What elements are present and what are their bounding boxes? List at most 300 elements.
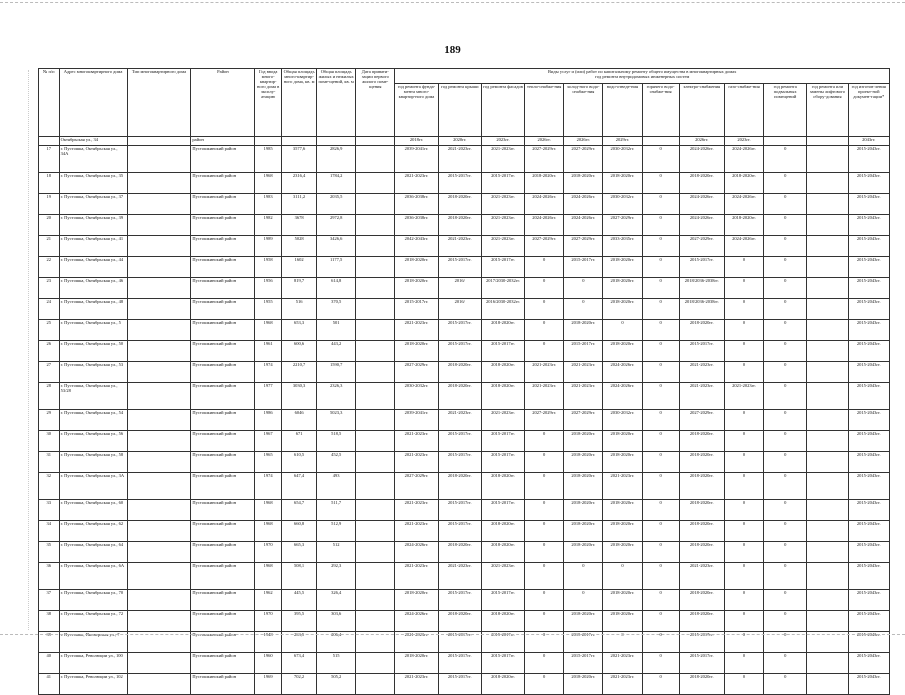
cell-cold-water: 2027-2029гг. <box>564 146 603 173</box>
cell-district: Пустошкинский район <box>191 383 255 410</box>
cell-roof: 2021-2023гг. <box>438 236 481 257</box>
cell-year: 1985 <box>255 146 282 173</box>
header-row-1 <box>39 69 890 84</box>
cell-year: 1969 <box>255 674 282 695</box>
cell-electric: 2018-2020гг. <box>679 320 724 341</box>
cell-foundation: 2021-2023гг. <box>395 431 438 452</box>
cell-address: г. Пустошка, Октябрьская ул., 72 <box>59 611 127 632</box>
table-row <box>39 236 890 257</box>
cell-year: 1960 <box>255 653 282 674</box>
table-row <box>39 257 890 278</box>
cell-living-area: 2826,9 <box>317 146 356 173</box>
cell-sewer: 2018-2020гг. <box>603 542 642 563</box>
cell-electric: 2027-2029гг. <box>679 410 724 431</box>
cell-address: г. Пустошка, Октябрьская ул., 39 <box>59 215 127 236</box>
cell-cold-water: 2027-2029гг. <box>564 410 603 431</box>
cell-docs: 2015-2043гг. <box>848 500 890 521</box>
cell-docs: 2015-2043гг. <box>848 473 890 500</box>
cell-hot-water: 0 <box>642 452 679 473</box>
cell-heat: 0 <box>525 473 564 500</box>
cell-district: Пустошкинский район <box>191 257 255 278</box>
cell-lift <box>807 257 848 278</box>
cell-cold-water: 0 <box>564 563 603 590</box>
cell-district: Пустошкинский район <box>191 611 255 632</box>
cell-cold-water: 2024-2026гг. <box>564 215 603 236</box>
cell-total-area: 702,2 <box>282 674 317 695</box>
cell-hot-water: 0 <box>642 410 679 431</box>
cell-docs: 2015-2043гг. <box>848 173 890 194</box>
cell-year: 1974 <box>255 473 282 500</box>
cell-facade: 2018-2020гг. <box>481 611 524 632</box>
cell-sewer: 2018-2020гг. <box>603 521 642 542</box>
cell-district: Пустошкинский район <box>191 362 255 383</box>
cell-electric: 2018-2020гг. <box>679 431 724 452</box>
cell-basement: 0 <box>764 362 807 383</box>
cell-privatization <box>356 341 395 362</box>
bottom-scan-border <box>0 634 905 635</box>
cell-district: Пустошкинский район <box>191 542 255 563</box>
cell-foundation: 2018гг. <box>395 137 438 146</box>
cell-hot-water: 0 <box>642 194 679 215</box>
cell-type <box>127 173 191 194</box>
cell-sewer: 2018-2020гг. <box>603 278 642 299</box>
cell-gas: 2024-2026гг. <box>724 146 763 173</box>
cell-gas: 2018-2020гг. <box>724 215 763 236</box>
col-lift-header: год ремонта или замены лифтового обору-дования <box>807 84 848 137</box>
cell-num: 30 <box>39 431 60 452</box>
col-address-header: Адрес многоквартирного дома <box>59 69 127 137</box>
cell-gas: 0 <box>724 611 763 632</box>
cell-total-area: 3030,3 <box>282 383 317 410</box>
cell-roof: 2015-2017гг. <box>438 341 481 362</box>
cell-num: 18 <box>39 173 60 194</box>
table-row <box>39 521 890 542</box>
cell-living-area: 5023,3 <box>317 410 356 431</box>
cell-roof: 2021-2023гг. <box>438 410 481 431</box>
cell-cold-water: 2018-2020гг. <box>564 452 603 473</box>
cell-foundation: 2015-2017гг. <box>395 299 438 320</box>
cell-sewer: 2018-2020гг. <box>603 173 642 194</box>
cell-sewer: 0 <box>603 632 642 653</box>
cell-facade: 2021-2023гг. <box>481 215 524 236</box>
cell-total-area: 445,5 <box>282 590 317 611</box>
cell-num: 25 <box>39 320 60 341</box>
cell-type <box>127 257 191 278</box>
cell-gas: 0 <box>724 473 763 500</box>
cell-foundation: 2021-2023гг. <box>395 674 438 695</box>
cell-district: Пустошкинский район <box>191 632 255 653</box>
cell-privatization <box>356 473 395 500</box>
cell-district: Пустошкинский район <box>191 452 255 473</box>
cell-sewer: 2021-2023гг. <box>603 674 642 695</box>
cell-address: г. Пустошка, Октябрьская ул., 53/28 <box>59 383 127 410</box>
cell-gas: 2024-2026гг. <box>724 194 763 215</box>
cell-sewer: 2018-2020гг. <box>603 299 642 320</box>
cell-foundation: 2021-2023гг. <box>395 632 438 653</box>
cell-district: Пустошкинский район <box>191 173 255 194</box>
cell-year: 1965 <box>255 452 282 473</box>
cell-privatization <box>356 278 395 299</box>
cell-privatization <box>356 146 395 173</box>
cell-type <box>127 521 191 542</box>
cell-living-area: 501 <box>317 320 356 341</box>
col-sewer-header: водо-отведе-ния <box>603 84 642 137</box>
col-gas-header: газо-снабже-ния <box>724 84 763 137</box>
cell-type <box>127 542 191 563</box>
cell-hot-water: 0 <box>642 299 679 320</box>
cell-roof: 2021-2023гг. <box>438 563 481 590</box>
cell-foundation: 2018-2020гг. <box>395 257 438 278</box>
cell-total-area: 6046 <box>282 410 317 431</box>
cell-total-area: 395,5 <box>282 611 317 632</box>
cell-year: 1958 <box>255 257 282 278</box>
cell-sewer: 2033-2035гг. <box>603 236 642 257</box>
cell-lift <box>807 611 848 632</box>
cell-lift <box>807 410 848 431</box>
cell-docs: 2015-2043гг. <box>848 146 890 173</box>
cell-cold-water: 0 <box>564 590 603 611</box>
cell-hot-water: 0 <box>642 611 679 632</box>
cell-cold-water: 2015-2017гг. <box>564 341 603 362</box>
cell-living-area: 1177,5 <box>317 257 356 278</box>
cell-facade: 2018-2020гг. <box>481 473 524 500</box>
cell-roof: 2018-2020гг. <box>438 383 481 410</box>
cell-hot-water: 0 <box>642 632 679 653</box>
cell-privatization <box>356 299 395 320</box>
cell-hot-water: 0 <box>642 500 679 521</box>
cell-basement: 0 <box>764 383 807 410</box>
cell-gas: 2021-2023гг. <box>724 383 763 410</box>
cell-district: Пустошкинский район <box>191 278 255 299</box>
cell-foundation: 2018-2020гг. <box>395 341 438 362</box>
cell-foundation: 2021-2023гг. <box>395 173 438 194</box>
cell-electric: 2018-2020гг. <box>679 173 724 194</box>
cell-docs: 2015-2043гг. <box>848 278 890 299</box>
cell-district: район <box>191 137 255 146</box>
cell-docs: 2015-2043гг. <box>848 542 890 563</box>
cell-roof: 2015-2017гг. <box>438 320 481 341</box>
cell-heat: 0 <box>525 278 564 299</box>
cell-hot-water: 0 <box>642 215 679 236</box>
cell-foundation: 2039-2041гг. <box>395 146 438 173</box>
cell-address: г. Пустошка, Октябрьская ул., 34А <box>59 146 127 173</box>
cell-total-area: 660,8 <box>282 521 317 542</box>
cell-num: 41 <box>39 674 60 695</box>
cell-lift <box>807 194 848 215</box>
col-docs-header: год изготов-ления проект-ной докумен-тации* <box>848 84 890 137</box>
cell-num: 29 <box>39 410 60 431</box>
cell-gas: 0 <box>724 431 763 452</box>
cell-cold-water: 2018-2020гг. <box>564 431 603 452</box>
table-row <box>39 299 890 320</box>
cell-type <box>127 590 191 611</box>
page-number: 189 <box>444 44 461 56</box>
col-type-header: Тип многоквартирного дома <box>127 69 191 137</box>
cell-foundation: 2036-2038гг. <box>395 194 438 215</box>
cell-docs: 2015-2043гг. <box>848 431 890 452</box>
cell-living-area: 326,4 <box>317 590 356 611</box>
cell-basement: 0 <box>764 473 807 500</box>
cell-facade: 2015-2017гг. <box>481 653 524 674</box>
cell-address: г. Пустошка, Октябрьская ул., 46 <box>59 278 127 299</box>
cell-address: г. Пустошка, Октябрьская ул., 64 <box>59 542 127 563</box>
cell-roof: 2018-2020гг. <box>438 611 481 632</box>
cell-foundation: 2036-2038гг. <box>395 215 438 236</box>
cell-year: 1983 <box>255 194 282 215</box>
cell-cold-water: 2027-2029гг. <box>564 236 603 257</box>
cell-sewer: 2018-2020гг. <box>603 431 642 452</box>
cell-privatization <box>356 362 395 383</box>
cell-privatization <box>356 500 395 521</box>
cell-heat: 2024-2026гг. <box>525 215 564 236</box>
cell-gas: 2023гг. <box>724 137 763 146</box>
cell-heat: 2027-2029гг. <box>525 146 564 173</box>
cell-docs: 2015-2043гг. <box>848 452 890 473</box>
cell-basement: 0 <box>764 563 807 590</box>
cell-heat: 0 <box>525 500 564 521</box>
cell-lift <box>807 590 848 611</box>
col-total-area-header: Общая площадь много-квартир-ного дома, кв. м <box>282 69 317 137</box>
cell-year: 1956 <box>255 278 282 299</box>
cell-address: г. Пустошка, Революции ул., 102 <box>59 674 127 695</box>
cell-heat: 0 <box>525 431 564 452</box>
cell-num: 35 <box>39 542 60 563</box>
cell-facade: 2015-2017гг. <box>481 431 524 452</box>
cell-type <box>127 410 191 431</box>
left-scan-border <box>28 70 29 630</box>
cell-sewer: 2021-2023гг. <box>603 653 642 674</box>
cell-num: 36 <box>39 563 60 590</box>
cell-sewer: 2030-2032гг. <box>603 194 642 215</box>
cell-total-area: 1602 <box>282 257 317 278</box>
cell-basement: 0 <box>764 257 807 278</box>
cell-hot-water: 0 <box>642 320 679 341</box>
cell-cold-water: 2018-2020гг. <box>564 320 603 341</box>
cell-district: Пустошкинский район <box>191 410 255 431</box>
cell-address: г. Пустошка, Октябрьская ул., 62 <box>59 521 127 542</box>
cell-privatization <box>356 611 395 632</box>
cell-cold-water: 2021-2023гг. <box>564 362 603 383</box>
cell-roof: 2015-2017гг. <box>438 173 481 194</box>
table-row <box>39 215 890 236</box>
cell-foundation: 2021-2023гг. <box>395 521 438 542</box>
cell-heat: 0 <box>525 542 564 563</box>
cell-privatization <box>356 521 395 542</box>
cell-privatization <box>356 431 395 452</box>
cell-basement: 0 <box>764 410 807 431</box>
cell-docs: 2015-2043гг. <box>848 521 890 542</box>
cell-num: 31 <box>39 452 60 473</box>
cell-cold-water: 2018-2020гг. <box>564 611 603 632</box>
cell-docs: 2015-2043гг. <box>848 299 890 320</box>
cell-electric: 2018-2020гг. <box>679 473 724 500</box>
cell-living-area: 443,2 <box>317 341 356 362</box>
cell-district: Пустошкинский район <box>191 674 255 695</box>
cell-roof: 2018-2020гг. <box>438 542 481 563</box>
cell-hot-water: 0 <box>642 563 679 590</box>
cell-total-area: 600,6 <box>282 341 317 362</box>
cell-heat: 0 <box>525 341 564 362</box>
works-group-header <box>395 69 890 84</box>
cell-num: 40 <box>39 653 60 674</box>
cell-electric: 2027-2029гг. <box>679 236 724 257</box>
cell-sewer: 2018-2020гг. <box>603 452 642 473</box>
cell-facade: 2016/2030-2032гг. <box>481 299 524 320</box>
cell-lift <box>807 320 848 341</box>
cell-num: 27 <box>39 362 60 383</box>
cell-year: 1974 <box>255 362 282 383</box>
cell-facade: 2018-2020гг. <box>481 362 524 383</box>
cell-type <box>127 500 191 521</box>
cell-roof: 2015-2017гг. <box>438 452 481 473</box>
table-row <box>39 500 890 521</box>
cell-sewer: 0 <box>603 320 642 341</box>
cell-foundation: 2018-2020гг. <box>395 653 438 674</box>
cell-year: 1948 <box>255 632 282 653</box>
cell-heat: 2026гг. <box>525 137 564 146</box>
cell-privatization <box>356 194 395 215</box>
cell-facade: 2018-2020гг. <box>481 383 524 410</box>
cell-total-area: 3577,6 <box>282 146 317 173</box>
cell-num: 28 <box>39 383 60 410</box>
cell-basement: 0 <box>764 194 807 215</box>
cell-electric: 2024-2026гг. <box>679 146 724 173</box>
cell-privatization <box>356 410 395 431</box>
cell-type <box>127 320 191 341</box>
cell-heat: 0 <box>525 521 564 542</box>
cell-living-area: 370,5 <box>317 299 356 320</box>
cell-electric: 2018-2020гг. <box>679 674 724 695</box>
cell-docs: 2015-2043гг. <box>848 653 890 674</box>
cell-district: Пустошкинский район <box>191 521 255 542</box>
cell-gas: 0 <box>724 278 763 299</box>
cell-hot-water: 0 <box>642 257 679 278</box>
cell-total-area: 5028 <box>282 236 317 257</box>
cell-basement: 0 <box>764 146 807 173</box>
cell-heat: 2021-2023гг. <box>525 362 564 383</box>
cell-electric: 2018-2020гг. <box>679 521 724 542</box>
cell-living-area: 512 <box>317 542 356 563</box>
cell-total-area: 819,7 <box>282 278 317 299</box>
cell-total-area: 665,3 <box>282 542 317 563</box>
cell-address: г. Пустошка, Пионерская ул., 7 <box>59 632 127 653</box>
cell-heat: 0 <box>525 653 564 674</box>
col-year-header: Год ввода много-квартир-ного дома в эксплу-атацию <box>255 69 282 137</box>
table-row <box>39 146 890 173</box>
cell-roof: 2018-2020гг. <box>438 362 481 383</box>
cell-foundation: 2024-2026гг. <box>395 542 438 563</box>
cell-sewer: 2027-2029гг. <box>603 215 642 236</box>
cell-roof: 2018-2020гг. <box>438 194 481 215</box>
cell-lift <box>807 215 848 236</box>
cell-facade: 2015-2017гг. <box>481 173 524 194</box>
cell-hot-water: 0 <box>642 173 679 194</box>
cell-type <box>127 146 191 173</box>
cell-total-area: 610,5 <box>282 452 317 473</box>
cell-basement: 0 <box>764 236 807 257</box>
cell-gas: 0 <box>724 674 763 695</box>
cell-roof: 2015-2017гг. <box>438 257 481 278</box>
cell-district: Пустошкинский район <box>191 431 255 452</box>
cell-electric: 2026гг. <box>679 137 724 146</box>
cell-gas: 0 <box>724 320 763 341</box>
cell-address: г. Пустошка, Октябрьская ул., 48 <box>59 299 127 320</box>
cell-address: г. Пустошка, Октябрьская ул., 44 <box>59 257 127 278</box>
cell-hot-water: 0 <box>642 542 679 563</box>
cell-cold-water: 2018-2020гг. <box>564 173 603 194</box>
cell-type <box>127 194 191 215</box>
cell-district: Пустошкинский район <box>191 236 255 257</box>
cell-address: г. Пустошка, Революции ул., 100 <box>59 653 127 674</box>
cell-foundation: 2021-2023гг. <box>395 452 438 473</box>
cell-lift <box>807 383 848 410</box>
cell-facade: 2018-2020гг. <box>481 521 524 542</box>
cell-living-area: 452,5 <box>317 452 356 473</box>
cell-roof: 2015-2017гг. <box>438 521 481 542</box>
cell-living-area: 2035,5 <box>317 194 356 215</box>
cell-address: Октябрьская ул., 34 <box>59 137 127 146</box>
table-row <box>39 542 890 563</box>
cell-basement: 0 <box>764 674 807 695</box>
cell-address: г. Пустошка, Октябрьская ул., 35 <box>59 173 127 194</box>
cell-sewer: 0 <box>603 563 642 590</box>
cell-hot-water: 0 <box>642 341 679 362</box>
cell-electric: 2018-2020гг. <box>679 590 724 611</box>
cell-num: 37 <box>39 590 60 611</box>
cell-facade: 2015-2017гг. <box>481 452 524 473</box>
cell-docs: 2015-2043гг. <box>848 215 890 236</box>
cell-type <box>127 452 191 473</box>
cell-lift <box>807 521 848 542</box>
cell-heat: 2027-2029гг. <box>525 236 564 257</box>
cell-total-area: 2316,4 <box>282 173 317 194</box>
cell-year: 1968 <box>255 563 282 590</box>
table-row <box>39 173 890 194</box>
cell-docs: 2015-2043гг. <box>848 674 890 695</box>
cell-lift <box>807 236 848 257</box>
table-row <box>39 410 890 431</box>
cell-basement: 0 <box>764 653 807 674</box>
cell-year: 1961 <box>255 341 282 362</box>
cell-district: Пустошкинский район <box>191 500 255 521</box>
cell-district: Пустошкинский район <box>191 215 255 236</box>
cell-roof: 2018-2020гг. <box>438 215 481 236</box>
cell-gas: 0 <box>724 362 763 383</box>
cell-address: г. Пустошка, Октябрьская ул., 3А <box>59 473 127 500</box>
cell-num: 19 <box>39 194 60 215</box>
col-heat-header: тепло-снабже-ния <box>525 84 564 137</box>
cell-address: г. Пустошка, Октябрьская ул., 5 <box>59 320 127 341</box>
cell-foundation: 2024-2026гг. <box>395 611 438 632</box>
cell-address: г. Пустошка, Октябрьская ул., 58 <box>59 452 127 473</box>
cell-facade: 2015-2017гг. <box>481 590 524 611</box>
cell-heat: 2018-2020гг. <box>525 173 564 194</box>
cell-num: 39 <box>39 632 60 653</box>
cell-roof: 2020гг. <box>438 137 481 146</box>
cell-sewer: 2018-2020гг. <box>603 257 642 278</box>
cell-type <box>127 473 191 500</box>
col-cold-water-header: холод-ного водо-снабже-ния <box>564 84 603 137</box>
cell-year: 1955 <box>255 299 282 320</box>
cell-docs: 2015-2043гг. <box>848 362 890 383</box>
cell-num: 17 <box>39 146 60 173</box>
cell-basement: 0 <box>764 278 807 299</box>
cell-foundation: 2030-2032гг. <box>395 383 438 410</box>
cell-facade: 2018-2020гг. <box>481 674 524 695</box>
cell-cold-water: 2015-2017гг. <box>564 257 603 278</box>
cell-total-area: 263,5 <box>282 632 317 653</box>
cell-roof: 2018-2020гг. <box>438 473 481 500</box>
